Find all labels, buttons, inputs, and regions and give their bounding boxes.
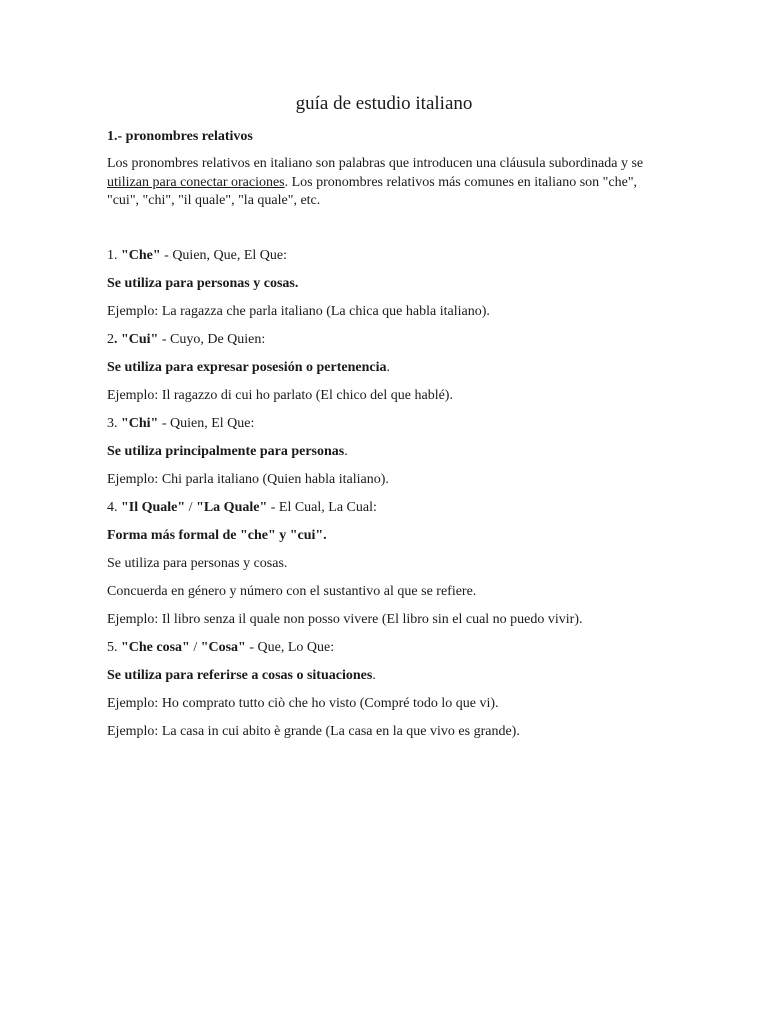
item-term: "Che" — [121, 248, 161, 263]
item-4-note: Concuerda en género y número con el sustantivo al que se refiere. — [107, 584, 477, 599]
item-2-heading — [107, 331, 265, 349]
item-separator: / — [189, 640, 201, 655]
item-definition: - Quien, Que, El Que: — [160, 248, 288, 263]
item-2-usage — [107, 359, 390, 377]
item-number: 5. — [107, 640, 121, 655]
intro-text: Los pronombres relativos en italiano son palabras que introducen una cláusula subordinada y se — [107, 156, 644, 171]
usage-text: Se utiliza principalmente para personas — [107, 444, 345, 459]
item-number: 4. — [107, 500, 121, 515]
intro-text-continued: . Los pronombres relativos más comunes en italiano son "che", "cui", "chi", "il quale", "la quale", etc. — [107, 174, 638, 208]
item-1-example: Ejemplo: La ragazza che parla italiano (La chica que habla italiano). — [107, 304, 490, 319]
item-4-example: Ejemplo: Il libro senza il quale non posso vivere (El libro sin el cual no puedo vivir). — [107, 612, 583, 627]
usage-period: . — [386, 360, 390, 375]
item-term-alt: "Cosa" — [200, 640, 246, 655]
item-4-heading — [107, 499, 377, 517]
item-3-example: Ejemplo: Chi parla italiano (Quien habla italiano). — [107, 472, 389, 487]
item-5-usage — [107, 667, 376, 685]
item-number: 1. — [107, 248, 121, 263]
item-term: . "Cui" — [114, 332, 159, 347]
item-3-heading — [107, 415, 254, 433]
item-definition: - Cuyo, De Quien: — [158, 332, 266, 347]
item-definition: - El Cual, La Cual: — [267, 500, 377, 515]
intro-underlined-text: utilizan para conectar oraciones — [107, 174, 285, 190]
item-definition: - Quien, El Que: — [158, 416, 255, 431]
item-5-heading — [107, 639, 334, 657]
usage-text: Se utiliza para expresar posesión o pertenencia — [107, 360, 387, 375]
item-5-example: Ejemplo: Ho comprato tutto ciò che ho visto (Compré todo lo que vi). — [107, 696, 499, 711]
usage-text: Se utiliza para referirse a cosas o situaciones — [107, 668, 373, 683]
item-4-note: Se utiliza para personas y cosas. — [107, 556, 288, 571]
item-number: 2 — [107, 332, 114, 347]
item-5-example: Ejemplo: La casa in cui abito è grande (La casa en la que vivo es grande). — [107, 724, 520, 739]
item-2-example: Ejemplo: Il ragazzo di cui ho parlato (El chico del que hablé). — [107, 388, 453, 403]
item-1-heading — [107, 247, 287, 265]
usage-period: . — [372, 668, 376, 683]
item-3-usage — [107, 443, 348, 461]
item-term: "Che cosa" — [121, 640, 190, 655]
section-heading: 1.- pronombres relativos — [107, 129, 253, 144]
usage-period: . — [344, 444, 348, 459]
item-term: "Chi" — [121, 416, 159, 431]
item-definition: - Que, Lo Que: — [245, 640, 335, 655]
intro-paragraph — [107, 155, 652, 211]
item-number: 3. — [107, 416, 121, 431]
item-1-usage: Se utiliza para personas y cosas. — [107, 276, 299, 291]
item-separator: / — [185, 500, 197, 515]
item-4-usage: Forma más formal de "che" y "cui". — [107, 528, 327, 543]
item-term: "Il Quale" — [121, 500, 186, 515]
page-title: guía de estudio italiano — [295, 93, 473, 114]
item-term-alt: "La Quale" — [196, 500, 268, 515]
